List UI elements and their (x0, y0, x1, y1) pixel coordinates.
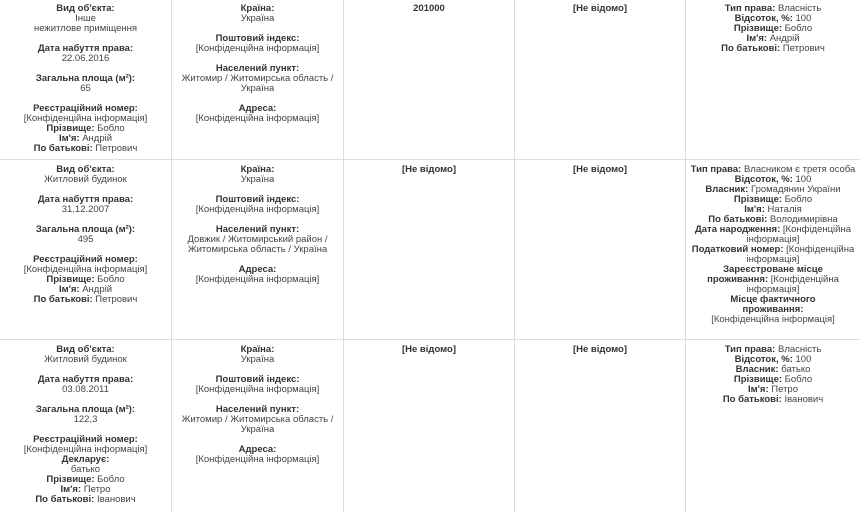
field-value: [Конфіденційна інформація] (23, 444, 148, 455)
rights-cell (686, 4, 860, 54)
column-divider (514, 0, 515, 512)
field-value: [Не відомо] (401, 344, 456, 355)
field-label: Дата народження: (695, 224, 781, 235)
field-label: Зареєстроване місце проживання: (707, 264, 823, 285)
field-label: Реєстраційний номер: (33, 254, 138, 265)
field-label: Тип права: (690, 164, 742, 175)
field-label: Населений пункт: (215, 404, 300, 415)
field-value: Петро (83, 484, 111, 495)
field-value: [Конфіденційна інформація] (195, 274, 320, 285)
field-value: Житомир / Житомирська область / (181, 414, 334, 425)
field-label: По батькові: (33, 143, 93, 154)
row-divider (0, 339, 860, 340)
field-value: Бобло (97, 474, 125, 485)
field-label: Вид об'єкта: (56, 164, 115, 175)
field-value: Житловий будинок (44, 354, 127, 365)
field-value: Україна (240, 354, 275, 365)
value-cell (344, 165, 514, 175)
field-label: Прізвище: (46, 274, 95, 285)
field-value: Бобло (784, 374, 813, 385)
field-value: [Конфіденційна інформація] (195, 384, 320, 395)
field-label: По батькові: (33, 294, 93, 305)
field-value: Бобло (784, 23, 813, 34)
field-label: Ім'я: (748, 384, 769, 395)
field-label: Місце фактичного проживання: (730, 294, 816, 315)
field-value: 100 (795, 174, 812, 185)
field-label: Поштовий індекс: (215, 33, 300, 44)
field-label: Країна: (240, 164, 275, 175)
field-label: Дата набуття права: (37, 43, 134, 54)
field-value: 201000 (413, 3, 445, 14)
field-value: 100 (795, 13, 812, 24)
field-value: батько (781, 364, 811, 375)
field-value: Україна (240, 424, 275, 435)
field-value: [Конфіденційна (782, 224, 851, 235)
object-cell (0, 4, 171, 154)
field-label: Країна: (240, 344, 275, 355)
field-value: [Не відомо] (572, 3, 627, 14)
field-value: Україна (240, 174, 275, 185)
field-value: Бобло (784, 194, 813, 205)
field-value: 495 (77, 234, 94, 245)
field-label: Поштовий індекс: (215, 194, 300, 205)
field-label: По батькові: (708, 214, 768, 225)
field-value: 122,3 (73, 414, 98, 425)
field-value: 100 (795, 354, 812, 365)
field-label: Поштовий індекс: (215, 374, 300, 385)
field-label: Власник: (705, 184, 749, 195)
field-value: Наталія (767, 204, 802, 215)
field-value: [Не відомо] (401, 164, 456, 175)
field-value: Власність (777, 3, 822, 14)
field-label: Ім'я: (746, 33, 768, 44)
field-value: [Конфіденційна інформація] (23, 113, 148, 124)
field-value: [Конфіденційна інформація] (195, 204, 320, 215)
field-label: Тип права: (724, 344, 776, 355)
field-value: нежитлове приміщення (33, 23, 138, 34)
field-label: Відсоток, %: (734, 354, 793, 365)
field-label: Загальна площа (м²): (35, 224, 136, 235)
field-value: Громадянин України (750, 184, 841, 195)
field-value: Андрій (82, 284, 113, 295)
field-value: Бобло (97, 123, 125, 134)
field-label: Ім'я: (58, 284, 80, 295)
field-value: [Конфіденційна інформація] (711, 314, 835, 325)
field-value (0, 295, 171, 305)
field-value (0, 495, 171, 505)
field-value: Петрович (95, 143, 138, 154)
field-label: Вид об'єкта: (56, 344, 115, 355)
field-value (686, 295, 860, 325)
field-label: Прізвище: (46, 123, 95, 134)
row-divider (0, 159, 860, 160)
field-label: Прізвище: (733, 23, 783, 34)
field-value: Петрович (95, 294, 138, 305)
location-cell (172, 165, 343, 285)
column-divider (343, 0, 344, 512)
field-value: Бобло (97, 274, 125, 285)
field-value: [Конфіденційна інформація] (195, 454, 320, 465)
field-value: 31.12.2007 (61, 204, 110, 215)
field-value: 22.06.2016 (61, 53, 110, 64)
field-value: батько (70, 464, 101, 475)
field-label: Ім'я: (60, 484, 82, 495)
rights-cell (686, 165, 860, 325)
field-value: 03.08.2011 (62, 384, 109, 395)
field-value: Петрович (782, 43, 825, 54)
field-value: Іванович (784, 394, 824, 405)
field-value: Іванович (96, 494, 136, 505)
location-cell (172, 345, 343, 465)
field-label: Тип права: (724, 3, 776, 14)
field-value (686, 395, 860, 405)
field-value: Україна (240, 83, 275, 94)
field-label: По батькові: (721, 43, 781, 54)
field-label: Реєстраційний номер: (33, 103, 138, 114)
value-cell (515, 345, 685, 355)
field-value: [Конфіденційна інформація] (746, 274, 839, 295)
field-label: Прізвище: (46, 474, 95, 485)
field-label: Відсоток, %: (734, 174, 793, 185)
field-label: Власник: (735, 364, 779, 375)
field-value: Власність (777, 344, 822, 355)
field-label: Адреса: (238, 264, 277, 275)
field-value: Андрій (769, 33, 800, 44)
field-value: інформація] (746, 254, 800, 265)
field-value: [Не відомо] (572, 344, 627, 355)
field-value: 65 (80, 83, 91, 94)
field-value: Житомирська область / Україна (187, 244, 328, 255)
field-value (686, 44, 860, 54)
field-value: [Конфіденційна інформація] (195, 43, 320, 54)
value-cell (344, 345, 514, 355)
field-value: Андрій (82, 133, 113, 144)
field-label: Реєстраційний номер: (33, 434, 138, 445)
location-cell (172, 4, 343, 124)
field-value (0, 144, 171, 154)
field-value: [Конфіденційна інформація] (195, 113, 320, 124)
field-label: Відсоток, %: (734, 13, 793, 24)
field-value (686, 265, 860, 295)
object-cell (0, 345, 171, 505)
field-label: Вид об'єкта: (56, 3, 115, 14)
field-label: Прізвище: (733, 374, 783, 385)
field-value: Довжик / Житомирський район / (187, 234, 328, 245)
field-value: Житловий будинок (44, 174, 127, 185)
field-label: Адреса: (238, 103, 277, 114)
field-label: Прізвище: (733, 194, 783, 205)
value-cell (344, 4, 514, 14)
field-label: Ім'я: (744, 204, 765, 215)
field-label: Населений пункт: (215, 224, 300, 235)
field-value: Володимирівна (769, 214, 838, 225)
object-cell (0, 165, 171, 305)
rights-cell (686, 345, 860, 405)
field-value: [Конфіденційна (786, 244, 855, 255)
field-label: Країна: (240, 3, 275, 14)
field-value: [Конфіденційна інформація] (23, 264, 148, 275)
field-label: Населений пункт: (215, 63, 300, 74)
field-value: інформація] (746, 234, 800, 245)
field-value: Житомир / Житомирська область / (181, 73, 334, 84)
field-value: Власником є третя особа (743, 164, 856, 175)
field-value: Інше (75, 13, 96, 24)
field-value: Петро (771, 384, 798, 395)
field-label: По батькові: (722, 394, 782, 405)
field-value: Україна (240, 13, 275, 24)
field-label: Ім'я: (58, 133, 80, 144)
field-label: Податковий номер: (691, 244, 784, 255)
field-label: Загальна площа (м²): (35, 404, 136, 415)
field-label: Загальна площа (м²): (35, 73, 136, 84)
field-label: Адреса: (238, 444, 277, 455)
value-cell (515, 165, 685, 175)
field-label: Дата набуття права: (37, 194, 134, 205)
field-value: [Не відомо] (572, 164, 627, 175)
field-label: По батькові: (35, 494, 95, 505)
field-label: Декларує: (61, 454, 110, 465)
field-label: Дата набуття права: (37, 374, 134, 385)
value-cell (515, 4, 685, 14)
